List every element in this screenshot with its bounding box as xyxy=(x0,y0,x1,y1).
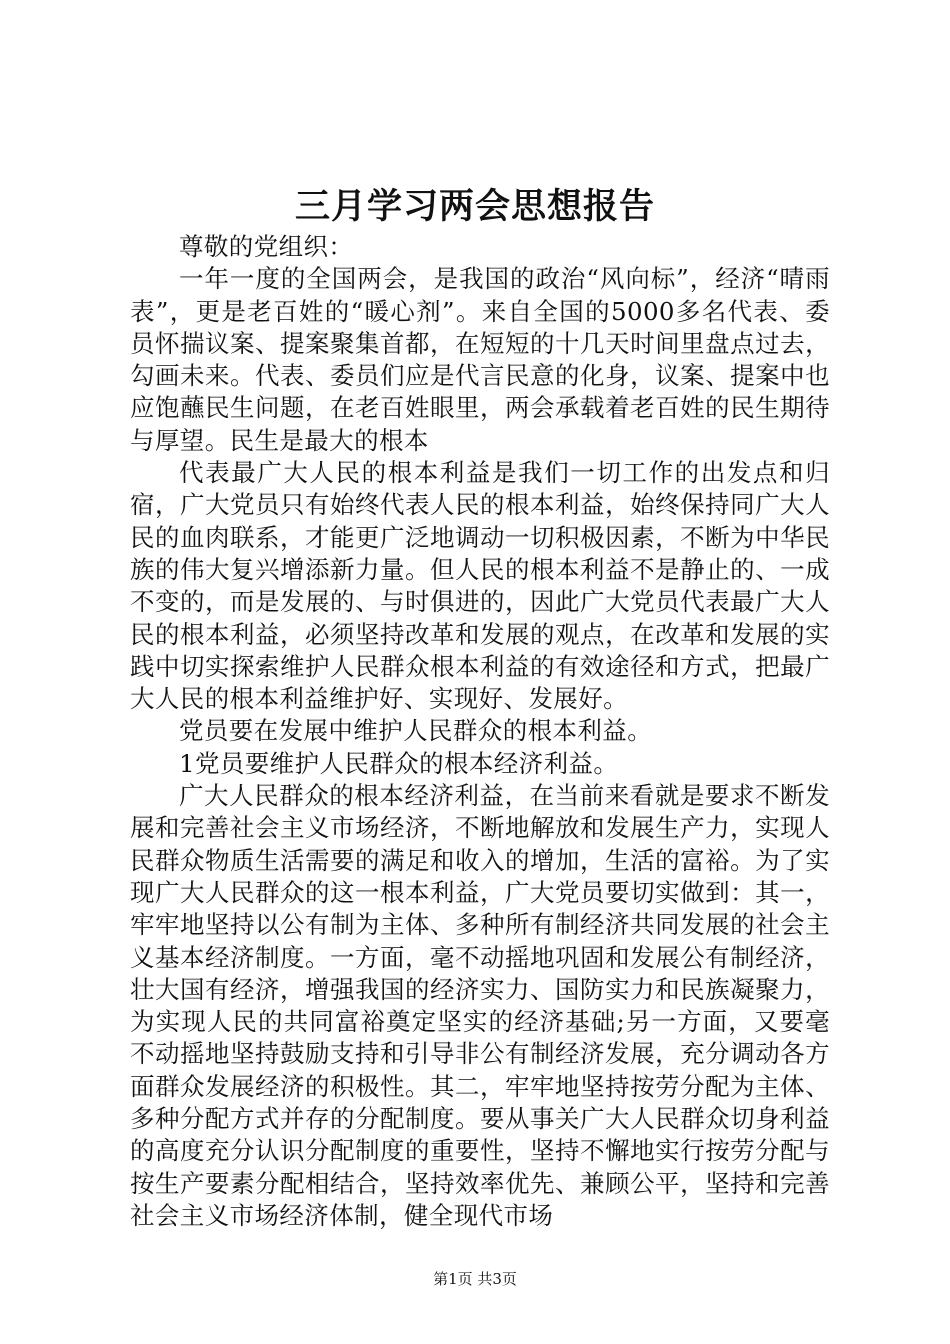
paragraph-subheading: 1党员要维护人民群众的根本经济利益。 xyxy=(179,748,619,778)
page-footer: 第1页 共3页 xyxy=(433,1270,517,1288)
paragraph-intro: 一年一度的全国两会，是我国的政治“风向标”，经济“晴雨表”，更是老百姓的“暖心剂”。来自全国的5000多名代表、委员怀揣议案、提案聚集首都，在短短的十几天时间里盘点过去，勾画未来。代表、委员们应是代言民意的化身，议案、提案中也应饱蘸民生问题，在老百姓眼里，两会承载着老百姓的民生期待与厚望。民生是最大的根本 xyxy=(130,264,830,455)
paragraph-fundamental-interests: 代表最广大人民的根本利益是我们一切工作的出发点和归宿，广大党员只有始终代表人民的根本利益，始终保持同广大人民的血肉联系，才能更广泛地调动一切积极因素，不断为中华民族的伟大复兴增添新力量。但人民的根本利益不是静止的、一成不变的，而是发展的、与时俱进的，因此广大党员代表最广大人民的根本利益，必须坚持改革和发展的观点，在改革和发展的实践中切实探索维护人民群众根本利益的有效途径和方式，把最广大人民的根本利益维护好、实现好、发展好。 xyxy=(130,458,830,714)
document-title: 三月学习两会思想报告 xyxy=(294,186,655,227)
document-body xyxy=(130,231,830,1232)
salutation: 尊敬的党组织： xyxy=(179,232,354,261)
paragraph-economic-interests: 广大人民群众的根本经济利益，在当前来看就是要求不断发展和完善社会主义市场经济，不断地解放和发展生产力，实现人民群众物质生活需要的满足和收入的增加，生活的富裕。为了实现广大人民群众的这一根本利益，广大党员要切实做到：其一，牢牢地坚持以公有制为主体、多种所有制经济共同发展的社会主义基本经济制度。一方面，毫不动摇地巩固和发展公有制经济，壮大国有经济，增强我国的经济实力、国防实力和民族凝聚力，为实现人民的共同富裕奠定坚实的经济基础;另一方面，又要毫不动摇地坚持鼓励支持和引导非公有制经济发展，充分调动各方面群众发展经济的积极性。其二，牢牢地坚持按劳分配为主体、多种分配方式并存的分配制度。要从事关广大人民群众切身利益的高度充分认识分配制度的重要性，坚持不懈地实行按劳分配与按生产要素分配相结合，坚持效率优先、兼顾公平，坚持和完善社会主义市场经济体制，健全现代市场 xyxy=(130,781,830,1230)
paragraph-heading: 党员要在发展中维护人民群众的根本利益。 xyxy=(179,716,653,746)
